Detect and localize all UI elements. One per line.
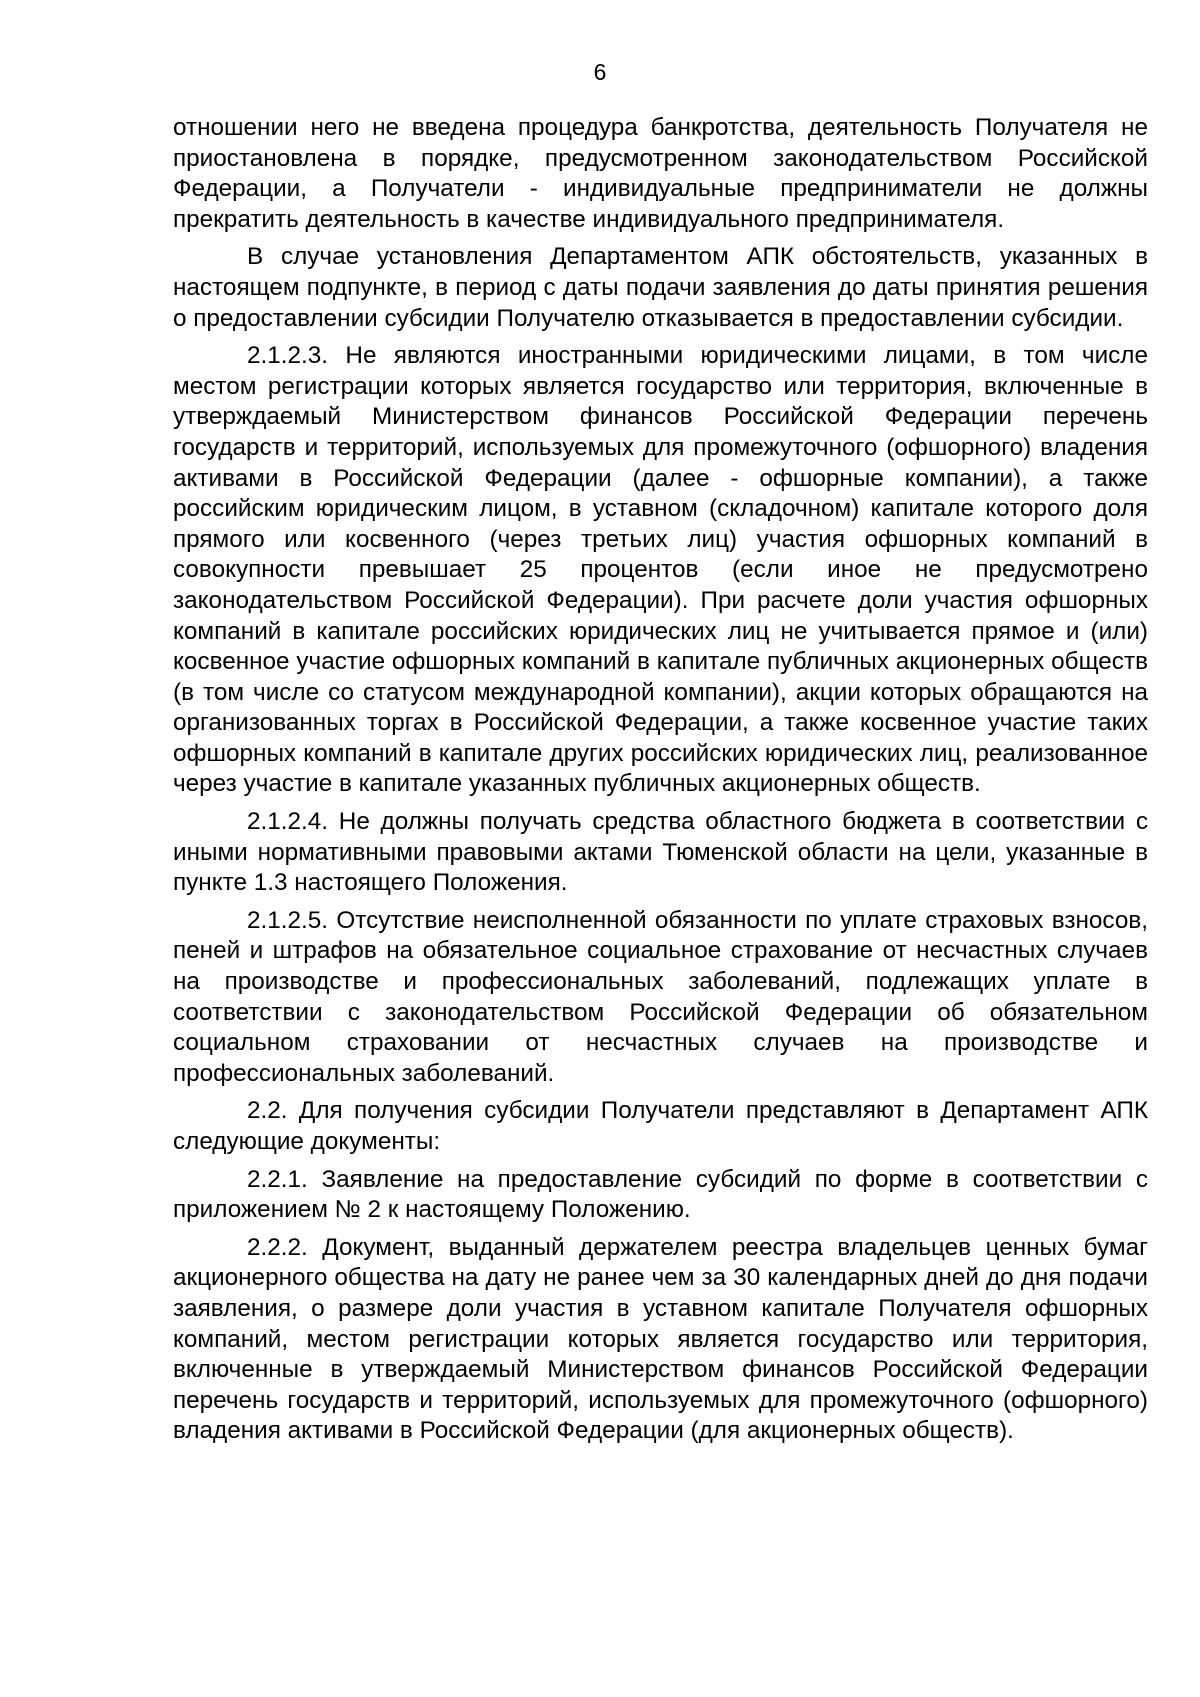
paragraph-2-2: 2.2. Для получения субсидии Получатели представляют в Департамент АПК следующие документы: — [173, 1097, 1148, 1155]
page-number: 6 — [593, 59, 607, 85]
paragraph-continuation: отношении него не введена процедура банкротства, деятельность Получателя не приостановлена в порядке, предусмотренном законодательством Российской Федерации, а Получатели - индивидуальные предприниматели не должны прекратить деятельность в качестве индивидуального предпринимателя. — [173, 114, 1148, 233]
paragraph-2-2-2: 2.2.2. Документ, выданный держателем реестра владельцев ценных бумаг акционерного общества на дату не ранее чем за 30 календарных дней до дня подачи заявления, о размере доли участия в уставном капитале Получателя офшорных компаний, местом регистрации которых является государство или территория, включенные в утверждаемый Министерством финансов Российской Федерации перечень государств и территорий, используемых для промежуточного (офшорного) владения активами в Российской Федерации (для акционерных обществ). — [173, 1233, 1148, 1445]
paragraph-refusal-case: В случае установления Департаментом АПК обстоятельств, указанных в настоящем подпункте, в период с даты подачи заявления до даты принятия решения о предоставлении субсидии Получателю отказывается в предоставлении субсидии. — [173, 243, 1148, 332]
paragraph-2-2-1: 2.2.1. Заявление на предоставление субсидий по форме в соответствии с приложением № 2 к настоящему Положению. — [173, 1165, 1148, 1224]
paragraph-2-1-2-3: 2.1.2.3. Не являются иностранными юридическими лицами, в том числе местом регистрации которых является государство или территория, включенные в утверждаемый Министерством финансов Российской Федерации перечень государств и территорий, используемых для промежуточного (офшорного) владения активами в Российской Федерации (далее - офшорные компании), а также российским юридическим лицом, в уставном (складочном) капитале которого доля прямого или косвенного (через третьих лиц) участия офшорных компаний в совокупности превышает 25 процентов (если иное не предусмотрено законодательством Российской Федерации). При расчете доли участия офшорных компаний в капитале российских юридических лиц не учитывается прямое и (или) косвенное участие офшорных компаний в капитале публичных акционерных обществ (в том числе со статусом международной компании), акции которых обращаются на организованных торгах в Российской Федерации, а также косвенное участие таких офшорных компаний в капитале других российских юридических лиц, реализованное через участие в капитале указанных публичных акционерных обществ. — [173, 342, 1148, 798]
document-body — [173, 113, 1148, 1454]
paragraph-2-1-2-4: 2.1.2.4. Не должны получать средства областного бюджета в соответствии с иными нормативными правовыми актами Тюменской области на цели, указанные в пункте 1.3 настоящего Положения. — [173, 808, 1148, 897]
paragraph-2-1-2-5: 2.1.2.5. Отсутствие неисполненной обязанности по уплате страховых взносов, пеней и штрафов на обязательное социальное страхование от несчастных случаев на производстве и профессиональных заболеваний, подлежащих уплате в соответствии с законодательством Российской Федерации об обязательном социальном страховании от несчастных случаев на производстве и профессиональных заболеваний. — [173, 906, 1148, 1087]
